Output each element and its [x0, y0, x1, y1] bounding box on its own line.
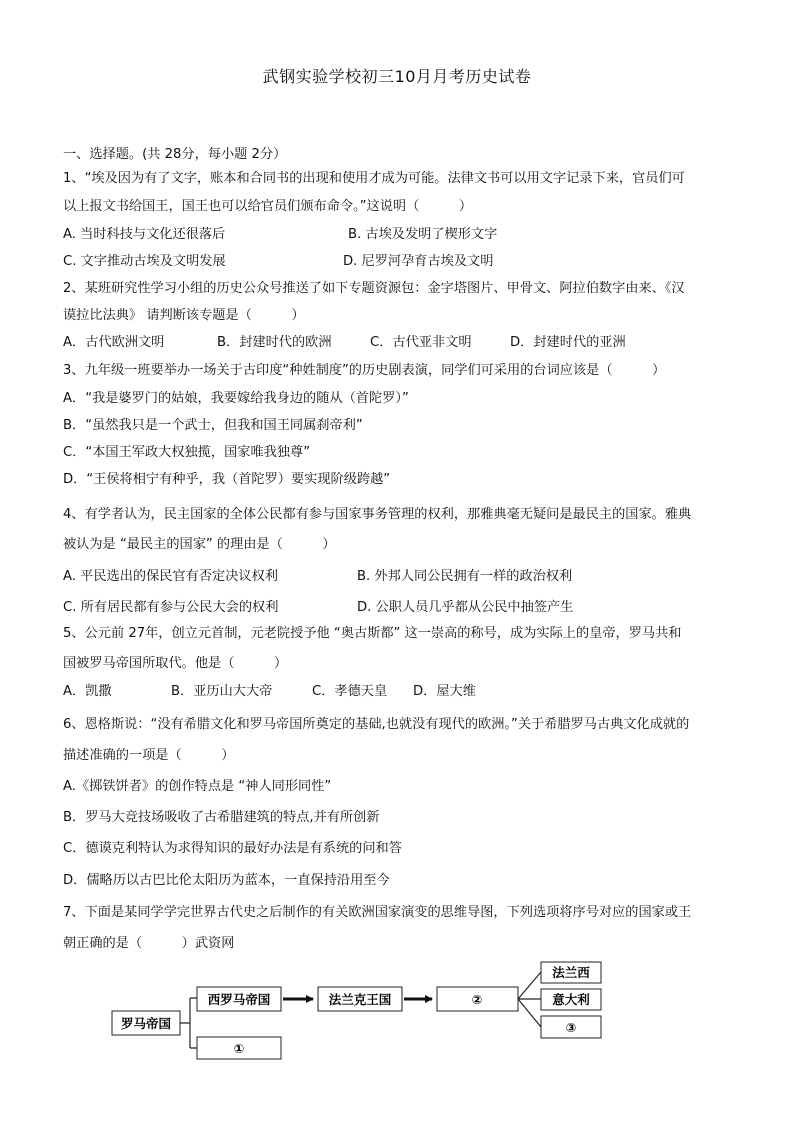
q4-option-a: A. 平民选出的保民官有否定决议权利 — [63, 569, 278, 584]
q6-option-c: C．德谟克利特认为求得知识的最好办法是有系统的问和答 — [63, 841, 402, 856]
mindmap-node-frank — [318, 987, 402, 1011]
q6-option-b: B．罗马大竞技场吸收了古希腊建筑的特点,并有所创新 — [63, 810, 380, 825]
mindmap-node-blank-3 — [541, 1016, 601, 1038]
mindmap-label-blank-1: ① — [233, 1041, 245, 1056]
mindmap-label-blank-2: ② — [471, 992, 483, 1007]
section-heading: 一、选择题。(共 28分，每小题 2分） — [63, 147, 287, 162]
mindmap-bracket-root — [180, 998, 197, 1048]
q7-stem-line2: 朝正确的是（ ）武资网 — [63, 936, 235, 951]
q5-stem-line2: 国被罗马帝国所取代。他是（ ） — [63, 656, 288, 671]
q1-option-d: D. 尼罗河孕育古埃及文明 — [343, 254, 494, 269]
mindmap-node-west-rome — [197, 987, 281, 1011]
q4-option-d: D. 公职人员几乎都从公民中抽签产生 — [357, 600, 574, 615]
q1-option-c: C. 文字推动古埃及文明发展 — [63, 254, 226, 269]
q4-stem-line2: 被认为是 “最民主的国家” 的理由是（ ） — [63, 537, 336, 552]
q6-stem-line1: 6、恩格斯说：“没有希腊文化和罗马帝国所奠定的基础,也就没有现代的欧洲。”关于希腊罗马古典文化成就的 — [63, 717, 690, 732]
q2-stem-line2: 谟拉比法典》 请判断该专题是（ ） — [63, 308, 305, 323]
q2-option-b: B．封建时代的欧洲 — [217, 335, 332, 350]
q5-option-a: A．凯撒 — [63, 684, 112, 699]
q5-option-b: B．亚历山大大帝 — [171, 684, 273, 699]
page-title: 武钢实验学校初三10月月考历史试卷 — [262, 67, 532, 86]
q2-option-c: C．古代亚非文明 — [370, 335, 472, 350]
mindmap-node-france — [541, 962, 601, 983]
q5-option-c: C．孝德天皇 — [312, 684, 388, 699]
q1-option-a: A. 当时科技与文化还很落后 — [63, 227, 226, 242]
mindmap-node-blank-1 — [197, 1037, 281, 1059]
mindmap-label-root: 罗马帝国 — [120, 1016, 172, 1031]
mindmap-label-west-rome: 西罗马帝国 — [207, 992, 271, 1007]
mindmap-label-italy: 意大利 — [552, 992, 590, 1007]
q3-stem-line1: 3、九年级一班要举办一场关于古印度“种姓制度”的历史剧表演，同学们可采用的台词应该是（ ） — [63, 363, 666, 378]
mindmap-node-blank-2 — [437, 987, 518, 1011]
q2-option-d: D．封建时代的亚洲 — [510, 335, 626, 350]
q1-stem-line2: 以上报文书给国王，国王也可以给官员们颁布命令。”这说明（ ） — [63, 199, 473, 214]
q5-stem-line1: 5、公元前 27年，创立元首制，元老院授予他 “奥古斯都” 这一崇高的称号，成为实际上的皇帝，罗马共和 — [63, 626, 682, 641]
mindmap-label-france: 法兰西 — [552, 965, 590, 980]
q1-option-b: B. 古埃及发明了楔形文字 — [348, 227, 498, 242]
q4-stem-line1: 4、有学者认为，民主国家的全体公民都有参与国家事务管理的权利，那雅典毫无疑问是最民主的国家。雅典 — [63, 507, 692, 522]
q6-option-a: A.《掷铁饼者》的创作特点是 “神人同形同性” — [63, 779, 332, 794]
mindmap-label-blank-3: ③ — [565, 1020, 577, 1035]
q4-option-c: C. 所有居民都有参与公民大会的权利 — [63, 600, 279, 615]
mindmap-fan-lines — [518, 972, 541, 1027]
q2-option-a: A．古代欧洲文明 — [63, 335, 165, 350]
q6-stem-line2: 描述准确的一项是（ ） — [63, 748, 235, 763]
q1-stem-line1: 1、“埃及因为有了文字，账本和合同书的出现和使用才成为可能。法律文书可以用文字记录下来，官员们可 — [63, 171, 685, 186]
q2-stem-line1: 2、某班研究性学习小组的历史公众号推送了如下专题资源包：金字塔图片、甲骨文、阿拉伯数字由来、《汉 — [63, 281, 685, 296]
q3-option-b: B．“虽然我只是一个武士，但我和国王同属刹帝利” — [63, 418, 363, 433]
q6-option-d: D．儒略历以古巴比伦太阳历为蓝本，一直保持沿用至今 — [63, 873, 390, 888]
mindmap-node-root — [112, 1011, 180, 1035]
q3-option-a: A．“我是婆罗门的姑娘，我要嫁给我身边的随从（首陀罗）” — [63, 391, 409, 406]
q3-option-d: D．“王侯将相宁有种乎，我（首陀罗）要实现阶级跨越” — [63, 472, 391, 487]
q3-option-c: C．“本国王军政大权独揽，国家唯我独尊” — [63, 445, 311, 460]
mindmap-label-frank: 法兰克王国 — [328, 992, 392, 1007]
q7-stem-line1: 7、下面是某同学学完世界古代史之后制作的有关欧洲国家演变的思维导图，下列选项将序号对应的国家或王 — [63, 905, 692, 920]
q5-option-d: D．屋大维 — [413, 684, 476, 699]
q4-option-b: B. 外邦人同公民拥有一样的政治权利 — [357, 569, 573, 584]
mindmap-node-italy — [541, 989, 601, 1010]
